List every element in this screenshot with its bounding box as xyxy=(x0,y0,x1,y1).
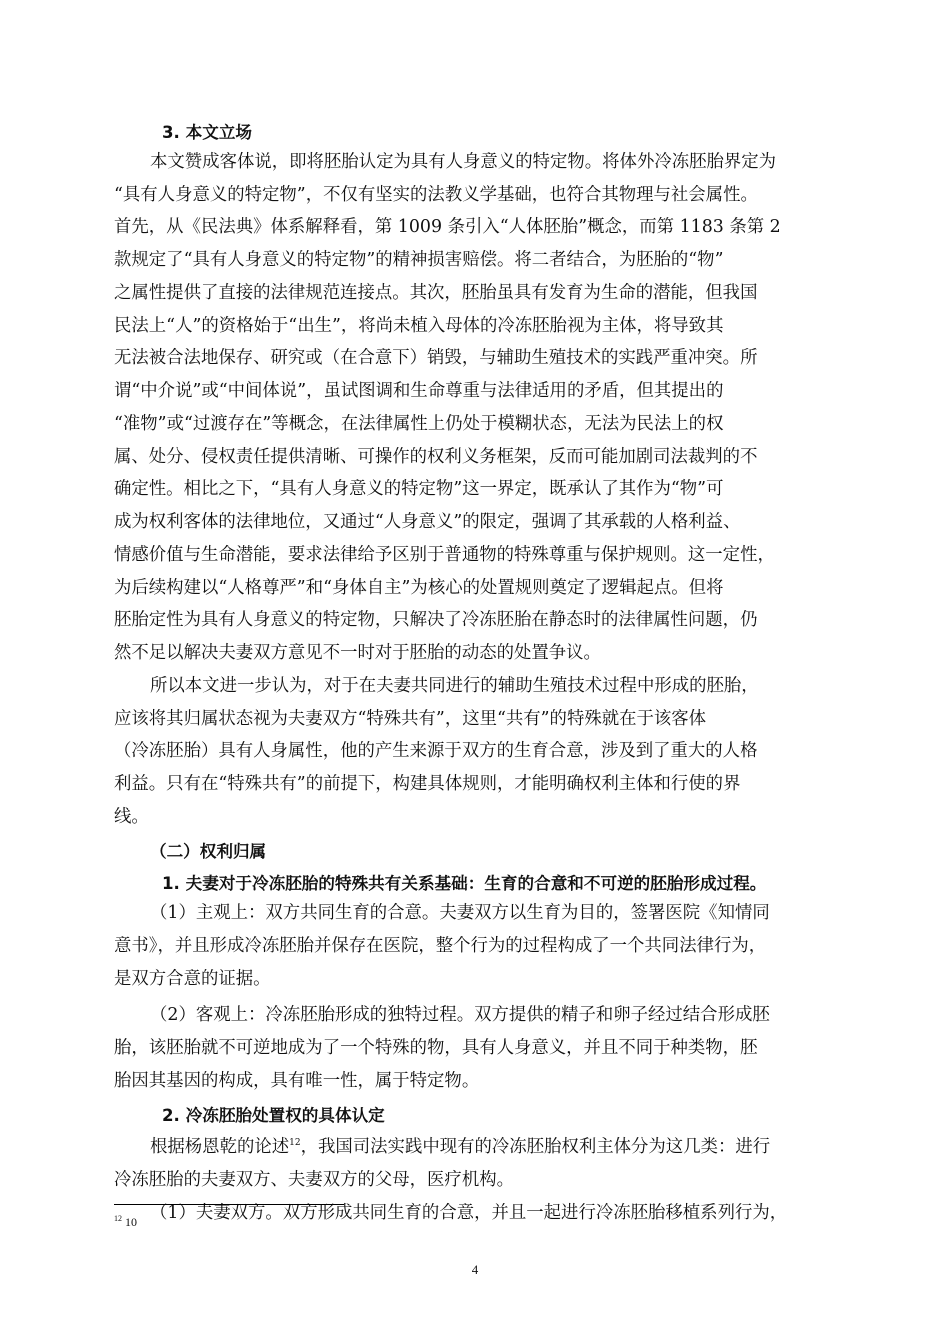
paragraph-line: （1）主观上：双方共同生育的合意。夫妻双方以生育为目的，签署医院《知情同 xyxy=(150,903,770,923)
paragraph-line: 属、处分、侵权责任提供清晰、可操作的权利义务框架，反而可能加剧司法裁判的不 xyxy=(114,447,758,467)
paragraph-line: 胎，该胚胎就不可逆地成为了一个特殊的物，具有人身意义，并且不同于种类物，胚 xyxy=(114,1038,758,1058)
paragraph-line: 线。 xyxy=(114,807,149,827)
paragraph-line: 冷冻胚胎的夫妻双方、夫妻双方的父母，医疗机构。 xyxy=(114,1170,514,1190)
paragraph-line: 所以本文进一步认为，对于在夫妻共同进行的辅助生殖技术过程中形成的胚胎， xyxy=(150,676,759,696)
paragraph-text: ，我国司法实践中现有的冷冻胚胎权利主体分为这几类：进行 xyxy=(300,1137,771,1157)
page-number: 4 xyxy=(471,1262,479,1277)
footnote-divider xyxy=(114,1204,344,1205)
paragraph-line: 意书》，并且形成冷冻胚胎并保存在医院，整个行为的过程构成了一个共同法律行为， xyxy=(114,936,767,956)
paragraph-line: 确定性。相比之下，“具有人身意义的特定物”这一界定，既承认了其作为“物”可 xyxy=(114,479,724,499)
paragraph-line: （1）夫妻双方。双方形成共同生育的合意，并且一起进行冷冻胚胎移植系列行为， xyxy=(150,1203,788,1223)
section-heading: 3. 本文立场 xyxy=(162,123,253,142)
paragraph-line: 为后续构建以“人格尊严”和“身体自主”为核心的处置规则奠定了逻辑起点。但将 xyxy=(114,578,724,598)
paragraph-line: 首先，从《民法典》体系解释看，第 1009 条引入“人体胚胎”概念，而第 1183 条第 2 xyxy=(114,217,781,237)
paragraph-line: （冷冻胚胎）具有人身属性，他的产生来源于双方的生育合意，涉及到了重大的人格 xyxy=(114,741,758,761)
paragraph-line: 之属性提供了直接的法律规范连接点。其次，胚胎虽具有发育为生命的潜能，但我国 xyxy=(114,283,758,303)
paragraph-line: 情感价值与生命潜能，要求法律给予区别于普通物的特殊尊重与保护规则。这一定性， xyxy=(114,545,775,565)
subsection-heading: 2. 冷冻胚胎处置权的具体认定 xyxy=(162,1106,385,1125)
section-heading: （二）权利归属 xyxy=(150,842,267,861)
paragraph-line: 款规定了“具有人身意义的特定物”的精神损害赔偿。将二者结合，为胚胎的“物” xyxy=(114,250,724,270)
subsection-heading: 1. 夫妻对于冷冻胚胎的特殊共有关系基础：生育的合意和不可逆的胚胎形成过程。 xyxy=(162,874,767,893)
footnote-marker: 12 xyxy=(114,1214,122,1223)
paragraph-line: 胚胎定性为具有人身意义的特定物，只解决了冷冻胚胎在静态时的法律属性问题，仍 xyxy=(114,610,758,630)
footnote-reference[interactable]: 12 xyxy=(289,1138,301,1149)
paragraph-line: 然不足以解决夫妻双方意见不一时对于胚胎的动态的处置争议。 xyxy=(114,643,601,663)
paragraph-line: 谓“中介说”或“中间体说”，虽试图调和生命尊重与法律适用的矛盾，但其提出的 xyxy=(114,381,724,401)
paragraph-line: （2）客观上：冷冻胚胎形成的独特过程。双方提供的精子和卵子经过结合形成胚 xyxy=(150,1005,770,1025)
paragraph-line: “具有人身意义的特定物”，不仅有坚实的法教义学基础，也符合其物理与社会属性。 xyxy=(114,185,758,205)
paragraph-line: “准物”或“过渡存在”等概念，在法律属性上仍处于模糊状态，无法为民法上的权 xyxy=(114,414,724,434)
paragraph-line: 是双方合意的证据。 xyxy=(114,969,271,989)
paragraph-text: 根据杨恩乾的论述 xyxy=(150,1137,290,1157)
footnote xyxy=(114,1214,137,1230)
paragraph-line: 本文赞成客体说，即将胚胎认定为具有人身意义的特定物。将体外冷冻胚胎界定为 xyxy=(150,152,777,172)
paragraph-line: 胎因其基因的构成，具有唯一性，属于特定物。 xyxy=(114,1071,480,1091)
paragraph-line: 利益。只有在“特殊共有”的前提下，构建具体规则，才能明确权利主体和行使的界 xyxy=(114,774,741,794)
paragraph-line: 民法上“人”的资格始于“出生”，将尚未植入母体的冷冻胚胎视为主体，将导致其 xyxy=(114,316,724,336)
paragraph-line: 应该将其归属状态视为夫妻双方“特殊共有”，这里“共有”的特殊就在于该客体 xyxy=(114,709,707,729)
paragraph-line xyxy=(150,1131,770,1164)
paragraph-line: 无法被合法地保存、研究或（在合意下）销毁，与辅助生殖技术的实践严重冲突。所 xyxy=(114,348,758,368)
paragraph-line: 成为权利客体的法律地位，又通过“人身意义”的限定，强调了其承载的人格利益、 xyxy=(114,512,741,532)
footnote-text: 10 xyxy=(122,1215,137,1229)
